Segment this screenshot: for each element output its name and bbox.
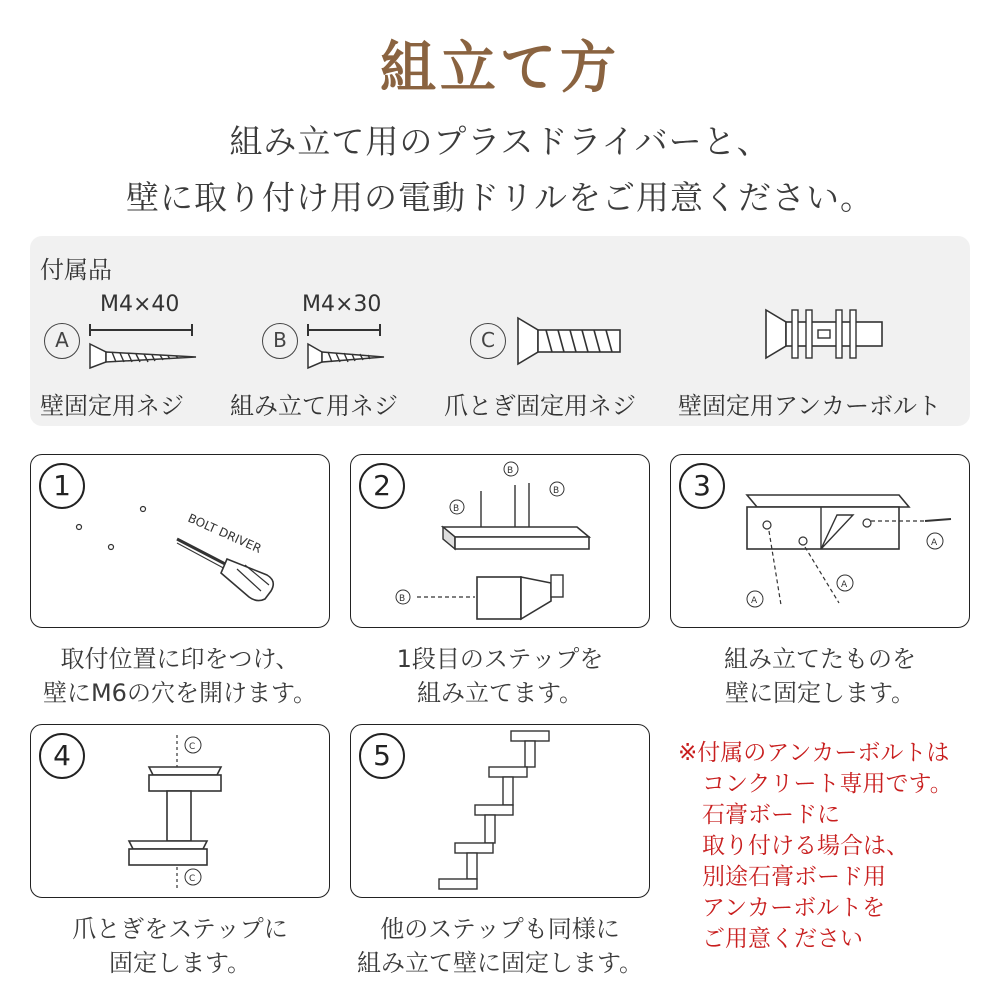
step-2-caption-line-2: 組み立てます。 (416, 679, 584, 707)
step-2-panel (350, 454, 650, 628)
step-1-number: 1 (39, 463, 85, 509)
step-4-marker-2: C (189, 874, 196, 884)
step-4-caption (20, 912, 340, 980)
accessories-heading: 付属品 (40, 256, 112, 284)
step-5-panel (350, 724, 650, 898)
staircase-icon (351, 725, 650, 898)
note-line-3: 石膏ボードに (702, 802, 840, 828)
screw-a-label: 壁固定用ネジ (40, 392, 184, 420)
step-assembly-icon (351, 455, 650, 628)
note-line-4: 取り付ける場合は、 (702, 833, 909, 859)
screw-c-label: 爪とぎ固定用ネジ (444, 392, 636, 420)
step-3-caption (660, 642, 980, 710)
scratch-post-icon (31, 725, 330, 898)
note-line-6: アンカーボルトを (702, 895, 886, 921)
step-2-caption (340, 642, 660, 710)
step-3-marker-1: A (931, 538, 938, 548)
page-title: 組立て方 (380, 36, 620, 101)
step-4-caption-line-1: 爪とぎをステップに (72, 915, 288, 943)
short-screw-icon (304, 318, 386, 370)
step-5-caption (340, 912, 660, 980)
note-line-2: コンクリート専用です。 (702, 771, 953, 797)
step-2-marker-4: B (399, 594, 406, 604)
marker-b-circle: B (262, 323, 298, 359)
step-2-number: 2 (359, 463, 405, 509)
step-4-number: 4 (39, 733, 85, 779)
long-screw-icon (86, 318, 198, 370)
marker-c-circle: C (470, 323, 506, 359)
step-2-marker-2: B (507, 466, 514, 476)
subtitle-line-2: 壁に取り付け用の電動ドリルをご用意ください。 (126, 178, 874, 217)
step-3-caption-line-1: 組み立てたものを (724, 645, 916, 673)
step-2-caption-line-1: 1段目のステップを (396, 645, 604, 673)
note-line-1: ※付属のアンカーボルトは (678, 740, 950, 766)
step-3-marker-3: A (841, 580, 848, 590)
step-5-number: 5 (359, 733, 405, 779)
anchor-bolt-note (678, 738, 953, 955)
step-5-caption-line-1: 他のステップも同様に (380, 915, 620, 943)
step-1-panel (30, 454, 330, 628)
screw-b-label: 組み立て用ネジ (230, 392, 398, 420)
note-line-5: 別途石膏ボード用 (702, 864, 886, 890)
screwdriver-icon (31, 455, 330, 628)
step-3-caption-line-2: 壁に固定します。 (724, 679, 916, 707)
step-3-marker-2: A (751, 596, 758, 606)
screw-a-size: M4×40 (100, 292, 180, 317)
step-4-marker-1: C (189, 742, 196, 752)
note-line-7: ご用意ください (702, 926, 863, 952)
anchor-bolt-label: 壁固定用アンカーボルト (678, 392, 942, 420)
step-2-marker-1: B (453, 504, 460, 514)
step-3-panel (670, 454, 970, 628)
step-4-panel (30, 724, 330, 898)
step-5-caption-line-2: 組み立て壁に固定します。 (356, 949, 644, 977)
step-4-caption-line-2: 固定します。 (108, 949, 252, 977)
step-2-marker-3: B (553, 486, 560, 496)
anchor-bolt-icon (764, 302, 886, 366)
step-1-caption-line-1: 取付位置に印をつけ、 (60, 645, 300, 673)
thick-screw-icon (514, 316, 626, 366)
step-1-caption-line-2: 壁にM6の穴を開けます。 (42, 679, 318, 707)
subtitle-line-1: 組み立て用のプラスドライバーと、 (229, 122, 771, 161)
step-3-number: 3 (679, 463, 725, 509)
bolt-driver-text: BOLT DRIVER (185, 510, 264, 556)
marker-a-circle: A (44, 323, 80, 359)
step-1-caption (20, 642, 340, 710)
wall-mount-icon (671, 455, 970, 628)
screw-b-size: M4×30 (302, 292, 382, 317)
